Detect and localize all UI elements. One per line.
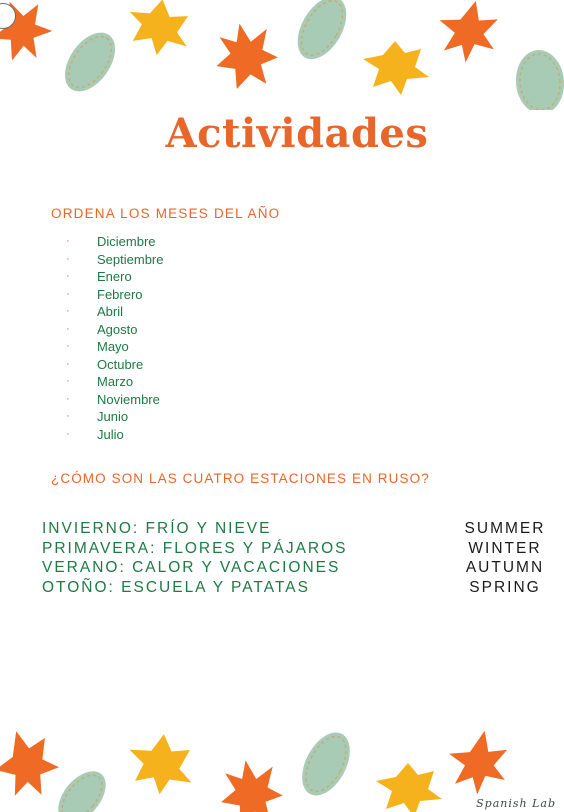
bullet-icon: · bbox=[66, 287, 70, 300]
yellow-leaf-icon bbox=[376, 763, 442, 812]
english-seasons-list bbox=[455, 519, 555, 597]
english-season: WINTER bbox=[468, 539, 542, 557]
spanish-seasons-list bbox=[42, 519, 348, 597]
bullet-icon: · bbox=[66, 235, 70, 247]
orange-leaf-icon bbox=[431, 0, 505, 69]
yellow-leaf-icon bbox=[124, 730, 198, 799]
english-season: SUMMER bbox=[464, 520, 546, 537]
yellow-leaf-icon bbox=[123, 0, 194, 60]
yellow-leaf-icon bbox=[363, 41, 429, 95]
month-label: Noviembre bbox=[97, 391, 160, 407]
sage-leaf-icon bbox=[292, 725, 359, 804]
months-section-heading: ORDENA LOS MESES DEL AÑO bbox=[51, 206, 281, 221]
logo-seal: · bbox=[0, 3, 16, 29]
month-label: Abril bbox=[97, 304, 124, 319]
bullet-icon: · bbox=[66, 252, 70, 265]
bullet-icon: · bbox=[66, 392, 70, 405]
bullet-icon: · bbox=[66, 322, 70, 335]
page-title: Actividades bbox=[165, 110, 429, 157]
month-label: Octubre bbox=[97, 356, 144, 372]
month-label: Septiembre bbox=[97, 251, 164, 267]
sage-leaf-icon bbox=[288, 0, 357, 67]
bullet-icon: · bbox=[66, 375, 70, 387]
orange-leaf-icon bbox=[442, 724, 514, 799]
month-label: Marzo bbox=[97, 374, 134, 389]
signature: Spanish Lab bbox=[476, 797, 556, 810]
orange-leaf-icon bbox=[0, 723, 65, 805]
english-season: SPRING bbox=[469, 578, 541, 596]
top-leaf-decoration bbox=[0, 0, 564, 110]
season-description: INVIERNO: FRÍO Y NIEVE bbox=[42, 520, 272, 537]
month-label: Mayo bbox=[97, 339, 129, 354]
bullet-icon: · bbox=[66, 270, 70, 282]
bullet-icon: · bbox=[66, 305, 70, 317]
bullet-icon: · bbox=[66, 340, 70, 352]
season-description: VERANO: CALOR Y VACACIONES bbox=[42, 559, 341, 576]
sage-leaf-icon bbox=[49, 762, 115, 812]
sage-leaf-icon bbox=[55, 23, 126, 100]
bullet-icon: · bbox=[66, 357, 70, 370]
english-season: AUTUMN bbox=[465, 559, 545, 576]
month-label: Febrero bbox=[97, 286, 143, 302]
season-description: PRIMAVERA: FLORES Y PÁJAROS bbox=[42, 539, 348, 557]
orange-leaf-icon bbox=[216, 756, 286, 812]
season-description: OTOÑO: ESCUELA Y PATATAS bbox=[42, 578, 310, 596]
seasons-section-heading: ¿CÓMO SON LAS CUATRO ESTACIONES EN RUSO? bbox=[51, 471, 430, 486]
bullet-icon: · bbox=[66, 410, 70, 422]
bullet-icon: · bbox=[66, 427, 70, 440]
month-label: Julio bbox=[97, 426, 124, 442]
month-label: Junio bbox=[97, 409, 129, 424]
month-label: Agosto bbox=[97, 321, 138, 337]
orange-leaf-icon bbox=[210, 18, 282, 92]
month-label: Diciembre bbox=[97, 234, 156, 249]
sage-leaf-icon bbox=[513, 48, 564, 110]
month-label: Enero bbox=[97, 269, 132, 284]
